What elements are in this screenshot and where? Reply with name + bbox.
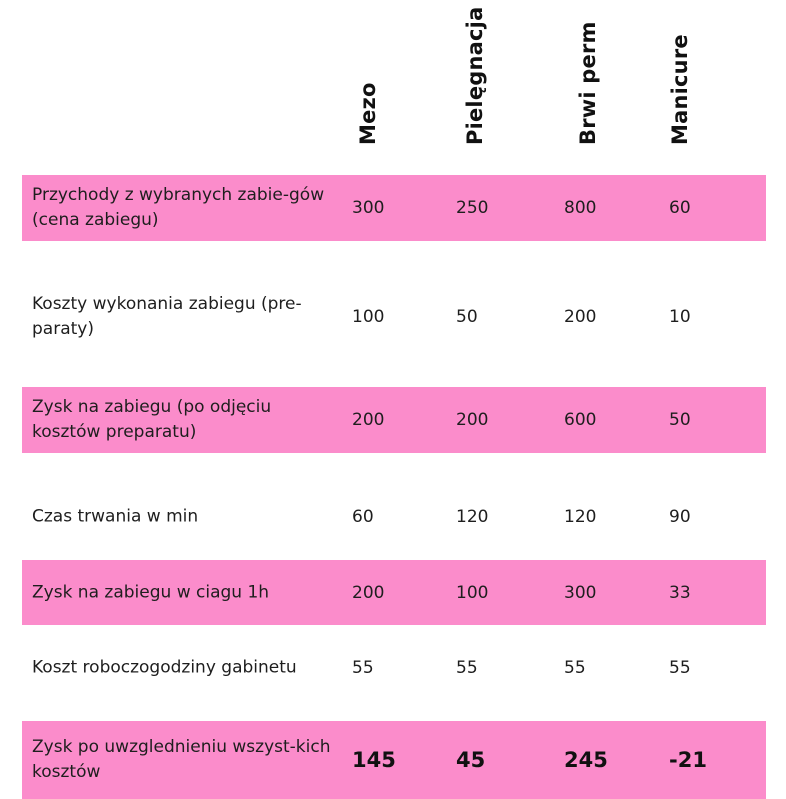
cell-brwi-perm: 245 [564, 748, 608, 772]
table-row-koszty-wykonania [22, 285, 766, 349]
column-header-label: Pielęgnacja [463, 6, 487, 145]
column-header-label: Brwi perm [576, 21, 600, 145]
row-label: Czas trwania w min [32, 506, 199, 527]
row-label: Zysk po uwzglednieniu wszyst-kich kosztów [32, 737, 331, 782]
cell-brwi-perm: 600 [564, 410, 597, 430]
cell-mezo: 200 [352, 410, 385, 430]
column-header-brwi-perm [568, 9, 608, 169]
cell-pielegnacja: 50 [456, 307, 478, 327]
cell-manicure: 60 [669, 198, 691, 218]
cell-mezo: 100 [352, 307, 385, 327]
cell-manicure: -21 [669, 748, 707, 772]
cell-manicure: 90 [669, 507, 691, 527]
column-header-mezo [348, 9, 388, 169]
cell-mezo: 200 [352, 582, 385, 603]
cell-pielegnacja: 45 [456, 748, 486, 772]
row-label: Przychody z wybranych zabie-gów (cena zabiegu) [32, 185, 325, 230]
row-label: Zysk na zabiegu w ciagu 1h [32, 582, 270, 602]
cell-pielegnacja: 55 [456, 658, 478, 678]
row-label: Koszty wykonania zabiegu (pre-paraty) [32, 294, 302, 339]
cell-pielegnacja: 250 [456, 198, 489, 218]
cell-manicure: 33 [669, 582, 691, 603]
table-row-czas-trwania [22, 495, 766, 539]
cell-pielegnacja: 200 [456, 410, 489, 430]
cell-pielegnacja: 120 [456, 507, 489, 527]
cell-pielegnacja: 100 [456, 582, 489, 603]
table-row-zysk-na-zabiegu [22, 387, 766, 453]
column-header-label: Mezo [356, 82, 380, 145]
cell-brwi-perm: 200 [564, 307, 597, 327]
cell-manicure: 55 [669, 658, 691, 678]
cell-manicure: 50 [669, 410, 691, 430]
column-header-label: Manicure [668, 34, 692, 145]
table-row-koszt-roboczogodziny [22, 648, 766, 688]
row-label: Zysk na zabiegu (po odjęciu kosztów preparatu) [32, 397, 272, 442]
table-row-przychody [22, 175, 766, 241]
cell-brwi-perm: 120 [564, 507, 597, 527]
cell-brwi-perm: 300 [564, 582, 597, 603]
column-header-manicure [660, 9, 700, 169]
cell-brwi-perm: 800 [564, 198, 597, 218]
table-row-zysk-1h [22, 560, 766, 625]
table-row-zysk-koncowy [22, 721, 766, 799]
cell-brwi-perm: 55 [564, 658, 586, 678]
cell-mezo: 300 [352, 198, 385, 218]
row-label: Koszt roboczogodziny gabinetu [32, 657, 297, 678]
cell-mezo: 145 [352, 748, 396, 772]
cell-manicure: 10 [669, 307, 691, 327]
column-header-pielegnacja [455, 6, 495, 169]
cell-mezo: 60 [352, 507, 374, 527]
cell-mezo: 55 [352, 658, 374, 678]
